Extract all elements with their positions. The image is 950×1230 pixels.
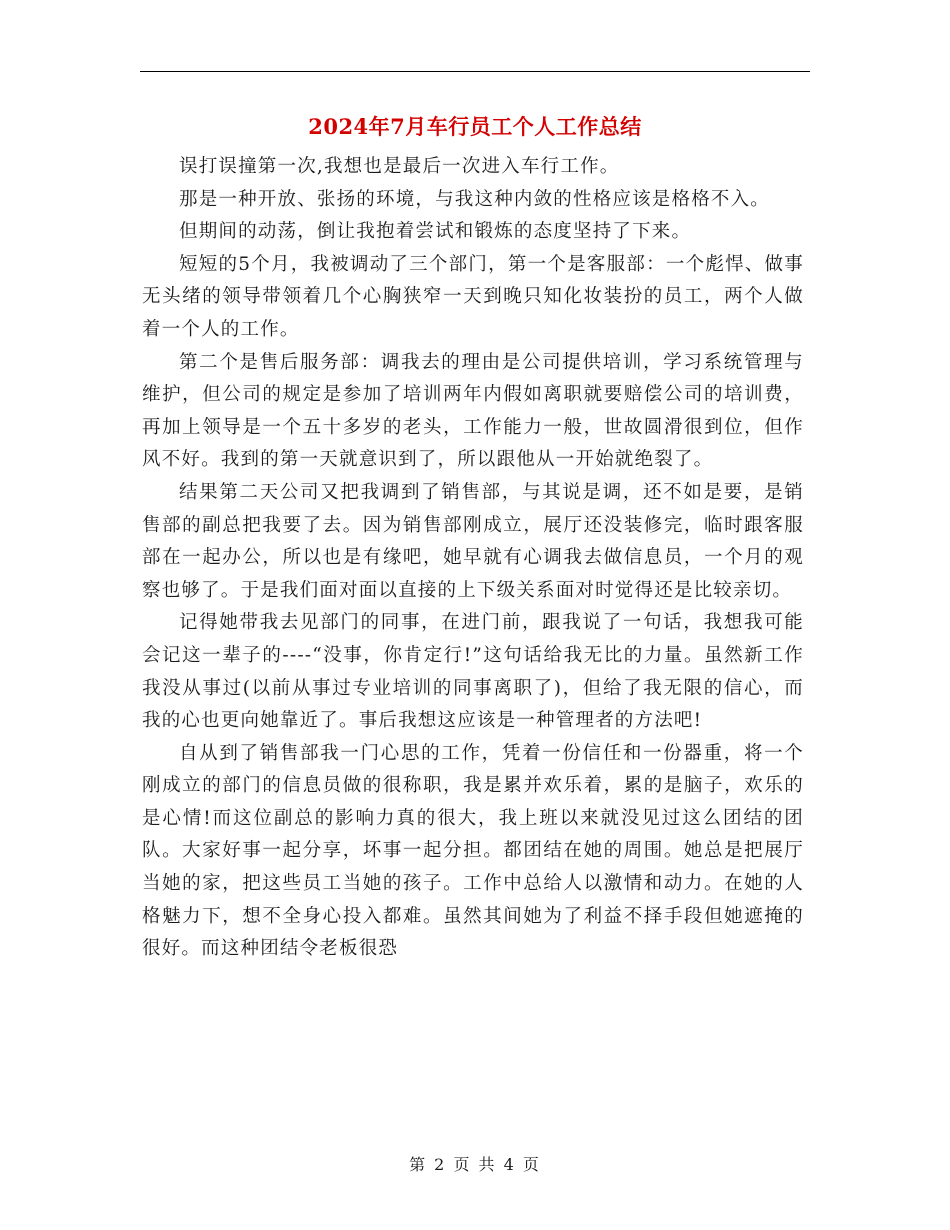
document-body [142,151,804,966]
page-number-footer: 第 2 页 共 4 页 [409,1155,541,1174]
document-title: 2024年7月车行员工个人工作总结 [308,114,642,139]
paragraph: 自从到了销售部我一门心思的工作，凭着一份信任和一份器重，将一个刚成立的部门的信息员做的很称职，我是累并欢乐着，累的是脑子，欢乐的是心情!而这位副总的影响力真的很大，我上班以来就没见过这么团结的团队。大家好事一起分享，坏事一起分担。都团结在她的周围。她总是把展厅当她的家，把这些员工当她的孩子。工作中总给人以激情和动力。在她的人格魅力下，想不全身心投入都难。虽然其间她为了利益不择手段但她遮掩的很好。而这种团结令老板很恐 [142,742,804,960]
paragraph: 短短的5个月，我被调动了三个部门，第一个是客服部：一个彪悍、做事无头绪的领导带领着几个心胸狭窄一天到晚只知化妆装扮的员工，两个人做着一个人的工作。 [142,253,804,340]
paragraph: 结果第二天公司又把我调到了销售部，与其说是调，还不如是要，是销售部的副总把我要了去。因为销售部刚成立，展厅还没装修完，临时跟客服部在一起办公，所以也是有缘吧，她早就有心调我去做信息员，一个月的观察也够了。于是我们面对面以直接的上下级关系面对时觉得还是比较亲切。 [142,481,804,601]
paragraph: 那是一种开放、张扬的环境，与我这种内敛的性格应该是格格不入。 [179,188,771,210]
paragraph: 但期间的动荡，倒让我抱着尝试和锻炼的态度坚持了下来。 [179,221,692,243]
paragraph: 记得她带我去见部门的同事，在进门前，跟我说了一句话，我想我可能会记这一辈子的----“没事，你肯定行!”这句话给我无比的力量。虽然新工作我没从事过(以前从事过专业培训的同事离职了)，但给了我无限的信心，而我的心也更向她靠近了。事后我想这应该是一种管理者的方法吧! [142,612,804,732]
paragraph: 第二个是售后服务部：调我去的理由是公司提供培训，学习系统管理与维护，但公司的规定是参加了培训两年内假如离职就要赔偿公司的培训费，再加上领导是一个五十多岁的老头，工作能力一般，世故圆滑很到位，但作风不好。我到的第一天就意识到了，所以跟他从一开始就绝裂了。 [142,351,804,471]
paragraph: 误打误撞第一次,我想也是最后一次进入车行工作。 [179,156,620,177]
header-rule [140,71,810,72]
